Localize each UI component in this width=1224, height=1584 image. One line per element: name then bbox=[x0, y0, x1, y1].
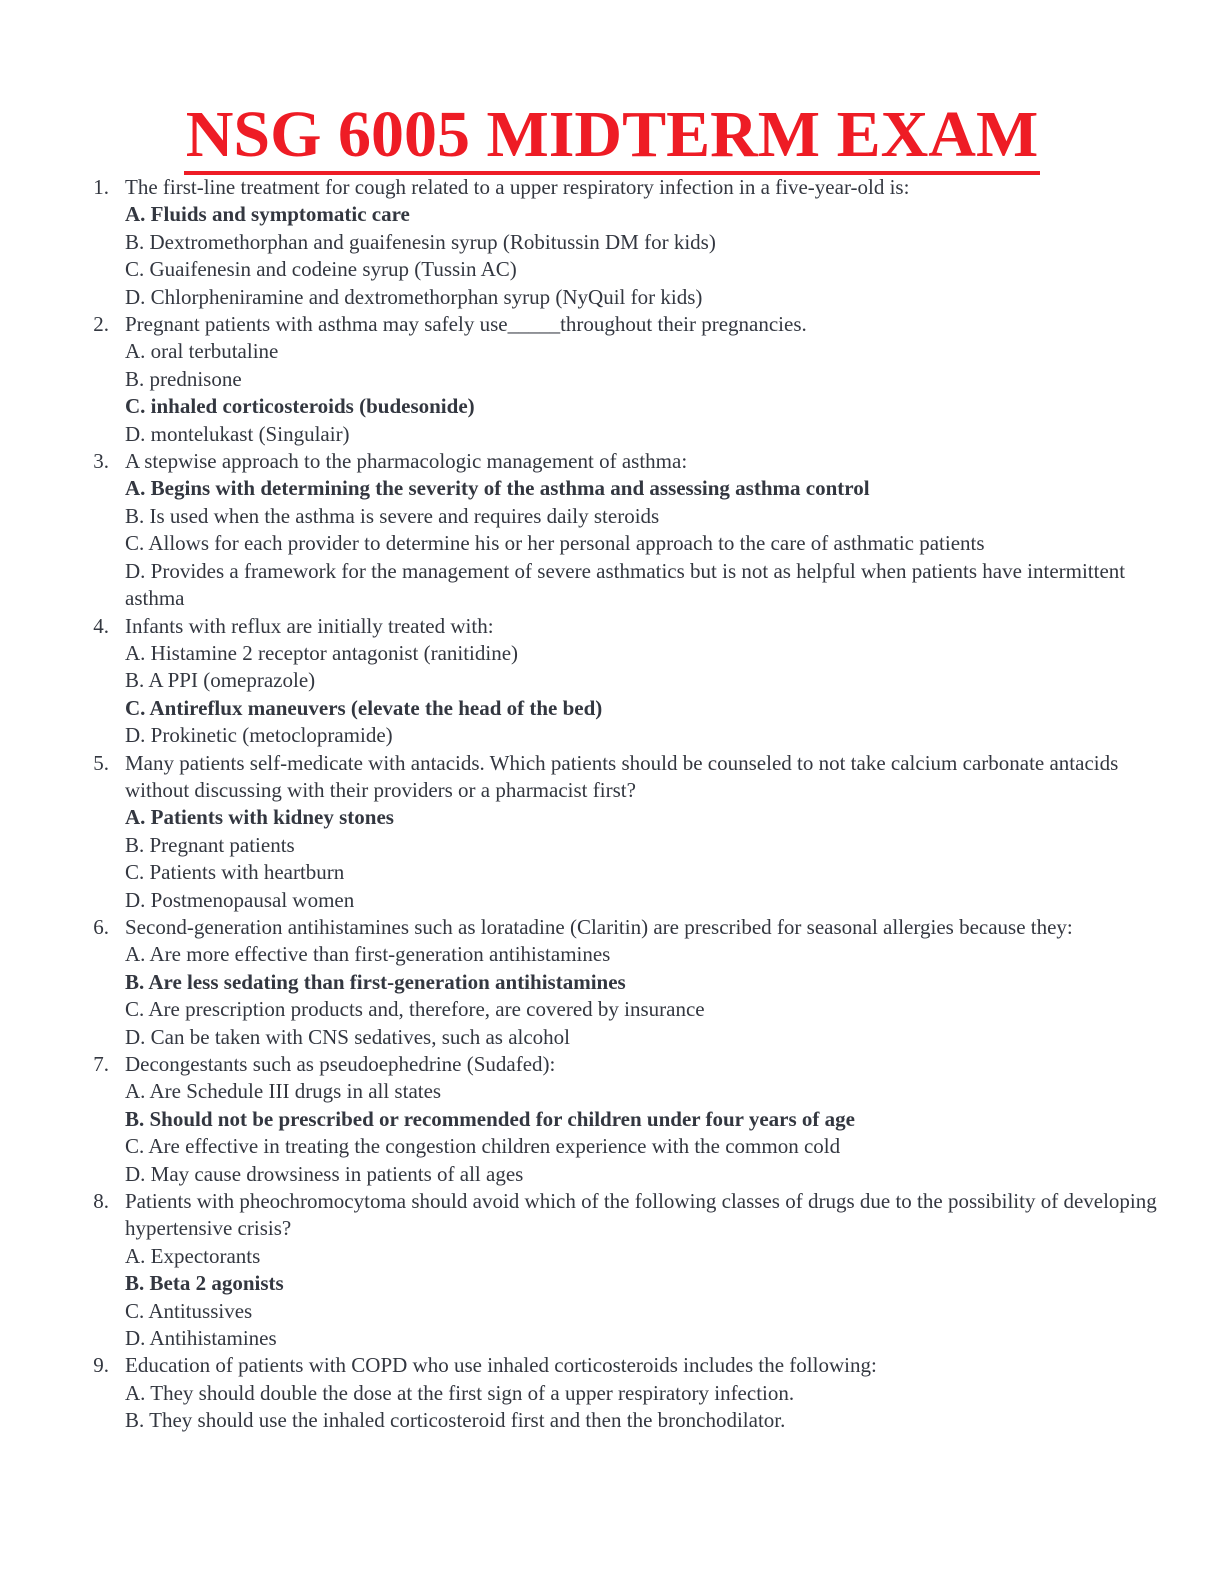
question-text: Patients with pheochromocytoma should avoid which of the following classes of drugs due to the possibility of developing hypertensive crisis? bbox=[125, 1189, 1157, 1241]
question-text: Pregnant patients with asthma may safely use_____throughout their pregnancies. bbox=[125, 312, 807, 337]
answer-option: A. oral terbutaline bbox=[125, 339, 279, 364]
answer-option: D. May cause drowsiness in patients of all ages bbox=[125, 1161, 524, 1186]
answer-option: A. Histamine 2 receptor antagonist (ranitidine) bbox=[125, 640, 519, 665]
question-number: 4. bbox=[93, 613, 109, 638]
answer-option: C. Are prescription products and, therefore, are covered by insurance bbox=[125, 997, 705, 1022]
question-item bbox=[87, 1352, 1157, 1434]
question-item bbox=[87, 174, 1157, 311]
answer-option-correct: C. Antireflux maneuvers (elevate the head of the bed) bbox=[125, 695, 603, 720]
answer-option: B. Is used when the asthma is severe and requires daily steroids bbox=[125, 503, 660, 528]
answer-option: C. Antitussives bbox=[125, 1298, 253, 1323]
question-item bbox=[87, 1188, 1157, 1352]
answer-option: D. Prokinetic (metoclopramide) bbox=[125, 723, 393, 748]
question-item bbox=[87, 914, 1157, 1051]
answer-option: D. Antihistamines bbox=[125, 1326, 277, 1351]
answer-option: C. Allows for each provider to determine his or her personal approach to the care of asthmatic patients bbox=[125, 531, 985, 556]
question-text: Education of patients with COPD who use inhaled corticosteroids includes the following: bbox=[125, 1353, 877, 1378]
answer-option-correct: A. Patients with kidney stones bbox=[125, 805, 394, 830]
answer-option: B. Dextromethorphan and guaifenesin syrup (Robitussin DM for kids) bbox=[125, 229, 716, 254]
question-list bbox=[87, 174, 1157, 1435]
answer-option: A. They should double the dose at the first sign of a upper respiratory infection. bbox=[125, 1380, 795, 1405]
answer-option: B. prednisone bbox=[125, 366, 242, 391]
question-item bbox=[87, 613, 1157, 750]
question-number: 3. bbox=[93, 449, 109, 474]
question-number: 5. bbox=[93, 750, 109, 775]
question-number: 2. bbox=[93, 312, 109, 337]
question-number: 1. bbox=[93, 175, 109, 199]
question-text: Many patients self-medicate with antacids. Which patients should be counseled to not take calcium carbonate antacids without discussing with their providers or a pharmacist first? bbox=[125, 750, 1119, 802]
question-number: 8. bbox=[93, 1189, 109, 1214]
question-item bbox=[87, 750, 1157, 914]
page-title bbox=[0, 96, 1224, 174]
question-item bbox=[87, 448, 1157, 612]
answer-option: D. Chlorpheniramine and dextromethorphan syrup (NyQuil for kids) bbox=[125, 284, 703, 309]
answer-option: D. montelukast (Singulair) bbox=[125, 421, 350, 446]
answer-option-correct: B. Are less sedating than first-generation antihistamines bbox=[125, 969, 626, 994]
answer-option-correct: B. Should not be prescribed or recommended for children under four years of age bbox=[125, 1106, 855, 1131]
answer-option-correct: A. Begins with determining the severity of the asthma and assessing asthma control bbox=[125, 476, 870, 501]
question-item bbox=[87, 311, 1157, 448]
question-text: Infants with reflux are initially treated with: bbox=[125, 613, 494, 638]
answer-option: D. Can be taken with CNS sedatives, such as alcohol bbox=[125, 1024, 570, 1049]
answer-option-correct: C. inhaled corticosteroids (budesonide) bbox=[125, 394, 475, 419]
answer-option: B. Pregnant patients bbox=[125, 832, 295, 857]
answer-option: A. Are Schedule III drugs in all states bbox=[125, 1079, 442, 1104]
question-number: 7. bbox=[93, 1052, 109, 1076]
answer-option-correct: B. Beta 2 agonists bbox=[125, 1271, 284, 1296]
question-text: Second-generation antihistamines such as loratadine (Claritin) are prescribed for seasonal allergies because they: bbox=[125, 914, 1073, 939]
answer-option: A. Are more effective than first-generation antihistamines bbox=[125, 942, 611, 967]
answer-option: D. Provides a framework for the management of severe asthmatics but is not as helpful when patients have intermittent asthma bbox=[125, 558, 1126, 611]
question-number: 9. bbox=[93, 1353, 109, 1378]
question-text: The first-line treatment for cough related to a upper respiratory infection in a five-year-old is: bbox=[125, 175, 910, 199]
answer-option: B. A PPI (omeprazole) bbox=[125, 668, 316, 693]
answer-option-correct: A. Fluids and symptomatic care bbox=[125, 202, 410, 227]
answer-option: C. Patients with heartburn bbox=[125, 860, 345, 885]
question-item bbox=[87, 1051, 1157, 1188]
question-text: A stepwise approach to the pharmacologic management of asthma: bbox=[125, 449, 688, 474]
answer-option: D. Postmenopausal women bbox=[125, 887, 355, 912]
answer-option: C. Guaifenesin and codeine syrup (Tussin AC) bbox=[125, 257, 517, 282]
question-number: 6. bbox=[93, 914, 109, 939]
answer-option: A. Expectorants bbox=[125, 1243, 261, 1268]
answer-option: B. They should use the inhaled corticosteroid first and then the bronchodilator. bbox=[125, 1408, 786, 1433]
title-text: NSG 6005 MIDTERM EXAM bbox=[184, 98, 1041, 175]
answer-option: C. Are effective in treating the congestion children experience with the common cold bbox=[125, 1134, 841, 1159]
question-text: Decongestants such as pseudoephedrine (Sudafed): bbox=[125, 1052, 556, 1076]
